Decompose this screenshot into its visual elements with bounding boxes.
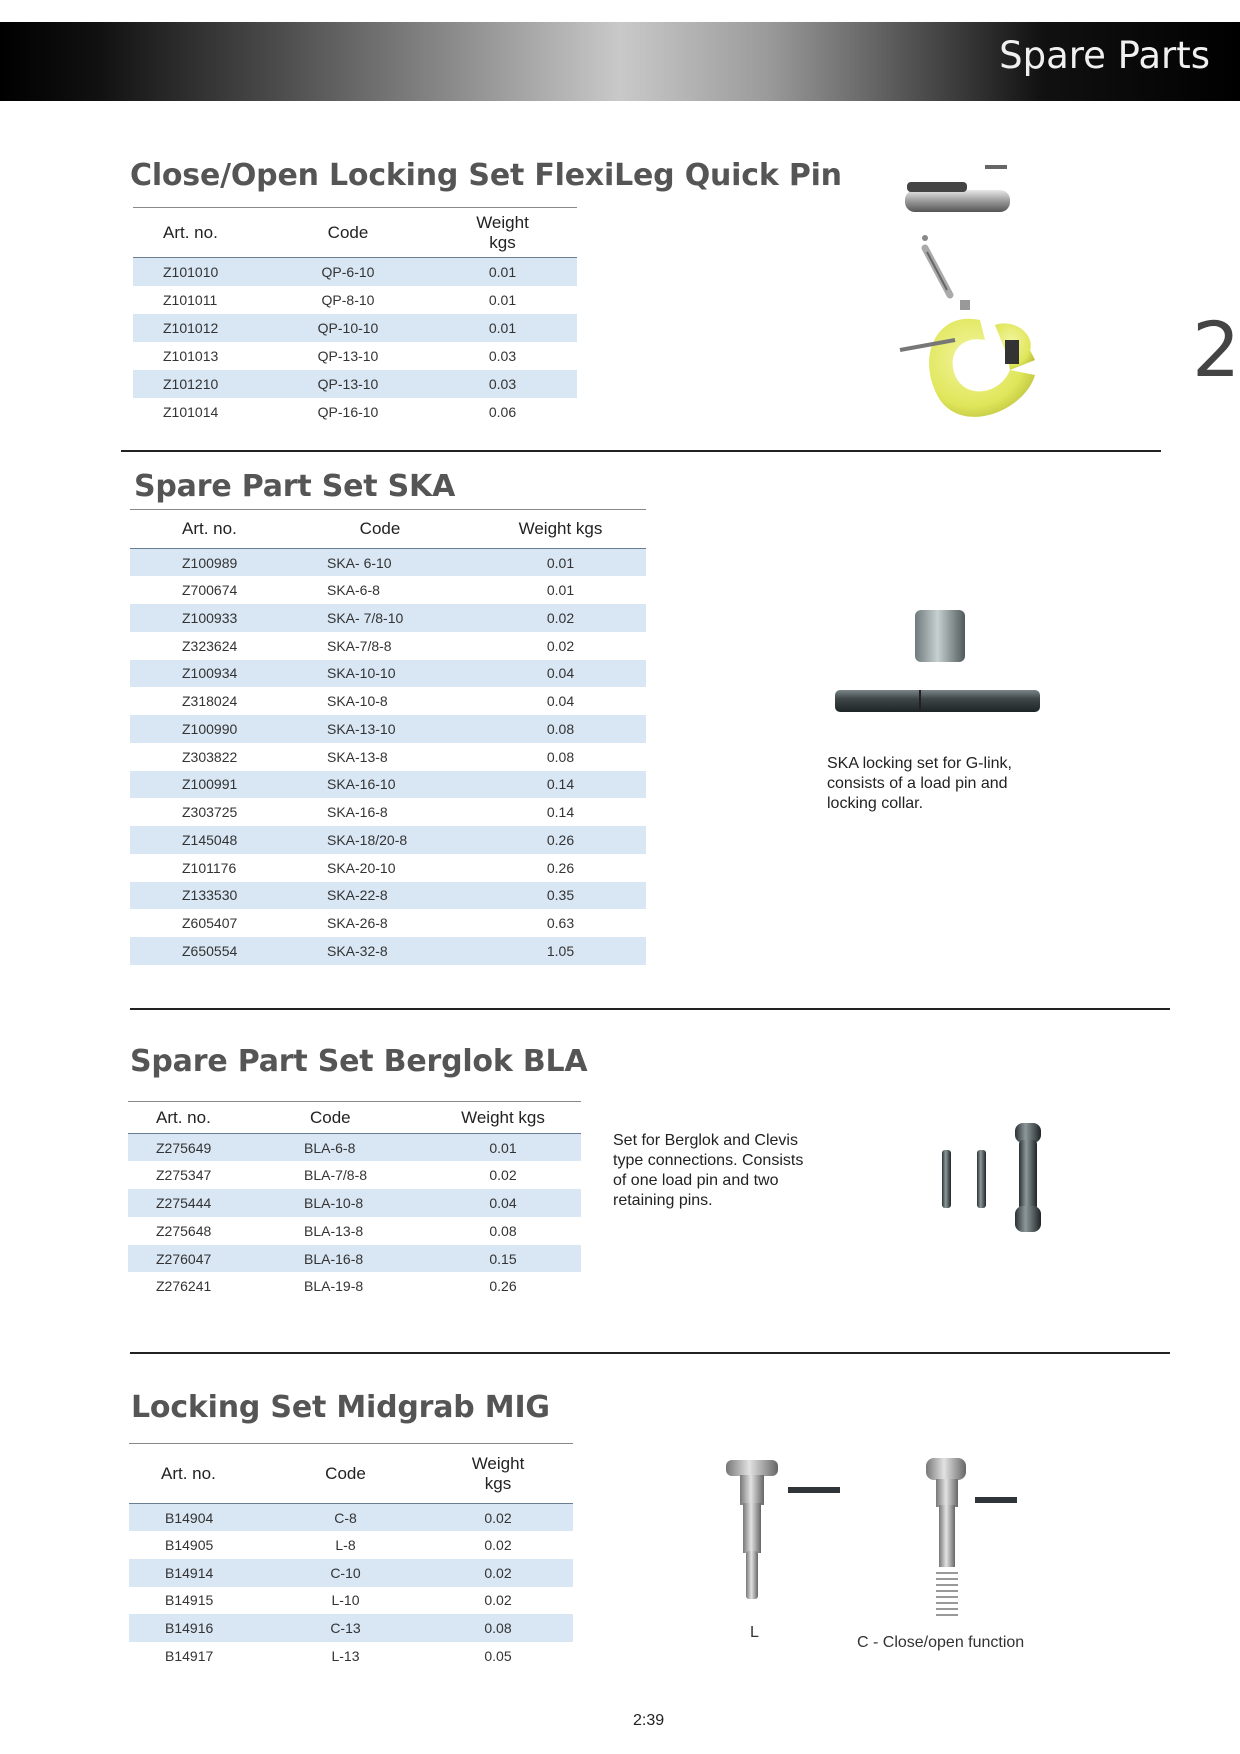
ska-description-line: consists of a load pin and [827, 775, 1008, 792]
cell-code: SKA-16-10 [285, 771, 475, 799]
page-number: 2:39 [633, 1712, 665, 1729]
col-weight-label: Weight [476, 212, 529, 232]
mig-c-caption: C - Close/open function [857, 1634, 1025, 1651]
chapter-number: 2 [1192, 305, 1240, 394]
ska-description [827, 754, 1012, 814]
cell-art-no: Z700674 [182, 582, 238, 599]
col-weight [428, 208, 577, 258]
cell-code: QP-10-10 [268, 314, 428, 342]
col-weight: Weight kgs [425, 1102, 581, 1134]
cell-weight: 0.01 [488, 291, 517, 308]
cell-art-no: Z303725 [182, 804, 238, 821]
cell-weight: 0.02 [546, 637, 575, 654]
cell-code: C-10 [268, 1559, 423, 1587]
cell-code: SKA- 7/8-10 [285, 604, 475, 632]
cell-art-no: Z318024 [182, 693, 238, 710]
cell-art-no: B14916 [129, 1614, 268, 1642]
cell-weight: 0.01 [546, 582, 575, 599]
cell-art-no: Z100990 [130, 715, 285, 743]
cell-weight: 0.14 [546, 804, 575, 821]
cell-art-no: Z303822 [182, 748, 238, 765]
cell-weight: 0.08 [546, 748, 575, 765]
bla-description-line: retaining pins. [613, 1192, 713, 1209]
cell-weight: 0.02 [423, 1504, 573, 1532]
cell-art-no: Z101011 [163, 291, 218, 308]
table-row [130, 576, 646, 604]
cell-code: QP-6-10 [268, 258, 428, 286]
table-row [130, 743, 646, 771]
table-row [130, 771, 646, 799]
cell-weight: 0.01 [425, 1134, 581, 1162]
table-row [130, 798, 646, 826]
cell-art-no: Z275444 [128, 1189, 280, 1217]
cell-art-no: Z275648 [156, 1222, 212, 1239]
cell-weight: 0.01 [428, 314, 577, 342]
table-row [133, 370, 577, 398]
cell-weight: 0.03 [488, 347, 517, 364]
header-band [0, 22, 1240, 101]
cell-code: SKA-10-8 [327, 693, 388, 710]
table-row [133, 314, 577, 342]
col-art-no: Art. no. [129, 1444, 268, 1504]
quick-pin-table [133, 207, 577, 426]
ska-table [130, 509, 646, 965]
bla-description-line: type connections. Consists [613, 1152, 804, 1169]
cell-art-no: Z605407 [182, 915, 238, 932]
cell-art-no: Z101176 [182, 859, 237, 876]
table-row [130, 854, 646, 882]
col-weight-label: Weight [471, 1453, 525, 1473]
cell-weight: 0.08 [475, 715, 646, 743]
table-row [128, 1189, 581, 1217]
table-row [133, 286, 577, 314]
cell-art-no: Z276241 [156, 1278, 212, 1295]
cell-code: BLA-7/8-8 [304, 1167, 368, 1184]
col-weight: Weight kgs [475, 510, 646, 549]
ska-description-line: locking collar. [827, 795, 924, 812]
cell-weight: 0.26 [546, 859, 575, 876]
cell-weight: 0.02 [489, 1167, 517, 1184]
bla-description-line: Set for Berglok and Clevis [613, 1132, 798, 1149]
cell-art-no: Z100933 [130, 604, 285, 632]
cell-weight: 0.04 [475, 660, 646, 688]
section-divider-3 [130, 1352, 1170, 1354]
cell-art-no: Z101013 [163, 347, 219, 364]
ska-description-line: SKA locking set for G-link, [827, 755, 1012, 772]
cell-weight: 0.35 [475, 882, 646, 910]
table-row [128, 1161, 581, 1189]
table-row [130, 909, 646, 937]
cell-art-no: Z101012 [133, 314, 268, 342]
cell-code: BLA-13-8 [304, 1222, 364, 1239]
cell-weight: 0.02 [484, 1537, 512, 1554]
cell-weight: 0.26 [475, 826, 646, 854]
cell-art-no: B14904 [129, 1504, 268, 1532]
col-code: Code [268, 208, 428, 258]
section-divider-2 [130, 1008, 1170, 1010]
cell-art-no: Z323624 [182, 637, 238, 654]
cell-code: BLA-16-8 [280, 1245, 425, 1273]
cell-art-no: Z145048 [130, 826, 285, 854]
cell-art-no: Z650554 [130, 937, 285, 965]
table-row [129, 1559, 573, 1587]
col-code: Code [285, 510, 475, 549]
cell-code: C-8 [268, 1504, 423, 1532]
col-weight-unit: kgs [484, 1473, 512, 1493]
cell-weight: 0.15 [425, 1245, 581, 1273]
table-row [129, 1587, 573, 1615]
cell-weight: 0.08 [423, 1614, 573, 1642]
cell-art-no: Z101010 [133, 258, 268, 286]
mig-l-image [720, 1455, 850, 1605]
table-row [130, 882, 646, 910]
cell-code: SKA-13-8 [327, 748, 388, 765]
ska-image [830, 605, 1050, 715]
cell-code: SKA-22-8 [285, 882, 475, 910]
cell-weight: 1.05 [475, 937, 646, 965]
section-title-ska: Spare Part Set SKA [134, 469, 456, 504]
table-row [129, 1504, 573, 1532]
cell-art-no: B14905 [165, 1537, 214, 1554]
cell-weight: 0.06 [488, 403, 517, 420]
cell-code: SKA-20-10 [327, 859, 396, 876]
table-row [128, 1217, 581, 1245]
cell-weight: 0.01 [475, 549, 646, 577]
mig-table [129, 1443, 573, 1670]
cell-weight: 0.08 [489, 1222, 517, 1239]
section-title-mig: Locking Set Midgrab MIG [131, 1390, 550, 1425]
section-title-bla: Spare Part Set Berglok BLA [130, 1044, 588, 1079]
cell-weight: 0.01 [428, 258, 577, 286]
bla-image [935, 1118, 1055, 1238]
cell-weight: 0.02 [484, 1592, 512, 1609]
table-row [130, 826, 646, 854]
cell-code: BLA-6-8 [280, 1134, 425, 1162]
col-code: Code [280, 1102, 425, 1134]
table-row [130, 549, 646, 577]
cell-code: SKA-10-10 [285, 660, 475, 688]
col-art-no: Art. no. [128, 1102, 280, 1134]
table-row [129, 1531, 573, 1559]
cell-code: SKA- 6-10 [285, 549, 475, 577]
table-row [130, 632, 646, 660]
col-art-no: Art. no. [133, 208, 268, 258]
table-row [130, 604, 646, 632]
section-divider-1 [121, 450, 1161, 452]
bla-table [128, 1101, 581, 1300]
cell-code: QP-13-10 [317, 347, 379, 364]
col-weight [423, 1444, 573, 1504]
cell-code: QP-13-10 [268, 370, 428, 398]
cell-code: SKA-26-8 [327, 915, 388, 932]
mig-c-image [920, 1455, 1020, 1625]
col-art-no: Art. no. [130, 510, 285, 549]
table-row [133, 398, 577, 426]
page-title: Spare Parts [999, 34, 1210, 77]
cell-code: BLA-10-8 [280, 1189, 425, 1217]
cell-weight: 0.04 [425, 1189, 581, 1217]
mig-l-caption: L [750, 1624, 759, 1641]
cell-code: SKA-6-8 [327, 582, 380, 599]
cell-code: SKA-18/20-8 [285, 826, 475, 854]
cell-art-no: Z100991 [130, 771, 285, 799]
col-code: Code [268, 1444, 423, 1504]
cell-weight: 0.05 [484, 1647, 512, 1664]
quick-pin-image [895, 160, 1055, 430]
table-row [133, 258, 577, 286]
cell-weight: 0.63 [546, 915, 575, 932]
bla-description [613, 1131, 803, 1211]
table-row [130, 715, 646, 743]
cell-weight: 0.02 [423, 1559, 573, 1587]
cell-weight: 0.02 [475, 604, 646, 632]
cell-code: L-10 [331, 1592, 360, 1609]
cell-weight: 0.04 [546, 693, 575, 710]
table-row [130, 660, 646, 688]
col-weight-unit: kgs [489, 232, 516, 252]
cell-code: SKA-32-8 [285, 937, 475, 965]
cell-code: BLA-19-8 [304, 1278, 364, 1295]
cell-art-no: B14915 [165, 1592, 214, 1609]
section-title-quick-pin: Close/Open Locking Set FlexiLeg Quick Pin [130, 158, 842, 193]
cell-art-no: Z275649 [128, 1134, 280, 1162]
cell-code: L-13 [331, 1647, 360, 1664]
table-row [130, 937, 646, 965]
cell-code: SKA-13-10 [285, 715, 475, 743]
cell-code: SKA-16-8 [327, 804, 388, 821]
cell-art-no: B14917 [165, 1647, 214, 1664]
cell-art-no: Z275347 [156, 1167, 212, 1184]
table-row [129, 1614, 573, 1642]
cell-weight: 0.26 [489, 1278, 517, 1295]
cell-art-no: Z100989 [130, 549, 285, 577]
cell-art-no: Z276047 [128, 1245, 280, 1273]
cell-code: L-8 [335, 1537, 356, 1554]
table-row [128, 1272, 581, 1300]
cell-art-no: B14914 [129, 1559, 268, 1587]
cell-weight: 0.14 [475, 771, 646, 799]
table-row [129, 1642, 573, 1670]
cell-code: QP-16-10 [317, 403, 379, 420]
cell-code: SKA-7/8-8 [327, 637, 392, 654]
cell-weight: 0.03 [428, 370, 577, 398]
cell-code: C-13 [268, 1614, 423, 1642]
table-row [128, 1245, 581, 1273]
cell-art-no: Z100934 [130, 660, 285, 688]
table-row [133, 342, 577, 370]
cell-art-no: Z101014 [163, 403, 219, 420]
cell-code: QP-8-10 [321, 291, 375, 308]
table-row [130, 687, 646, 715]
bla-description-line: of one load pin and two [613, 1172, 779, 1189]
cell-art-no: Z133530 [130, 882, 285, 910]
cell-art-no: Z101210 [133, 370, 268, 398]
table-row [128, 1134, 581, 1162]
